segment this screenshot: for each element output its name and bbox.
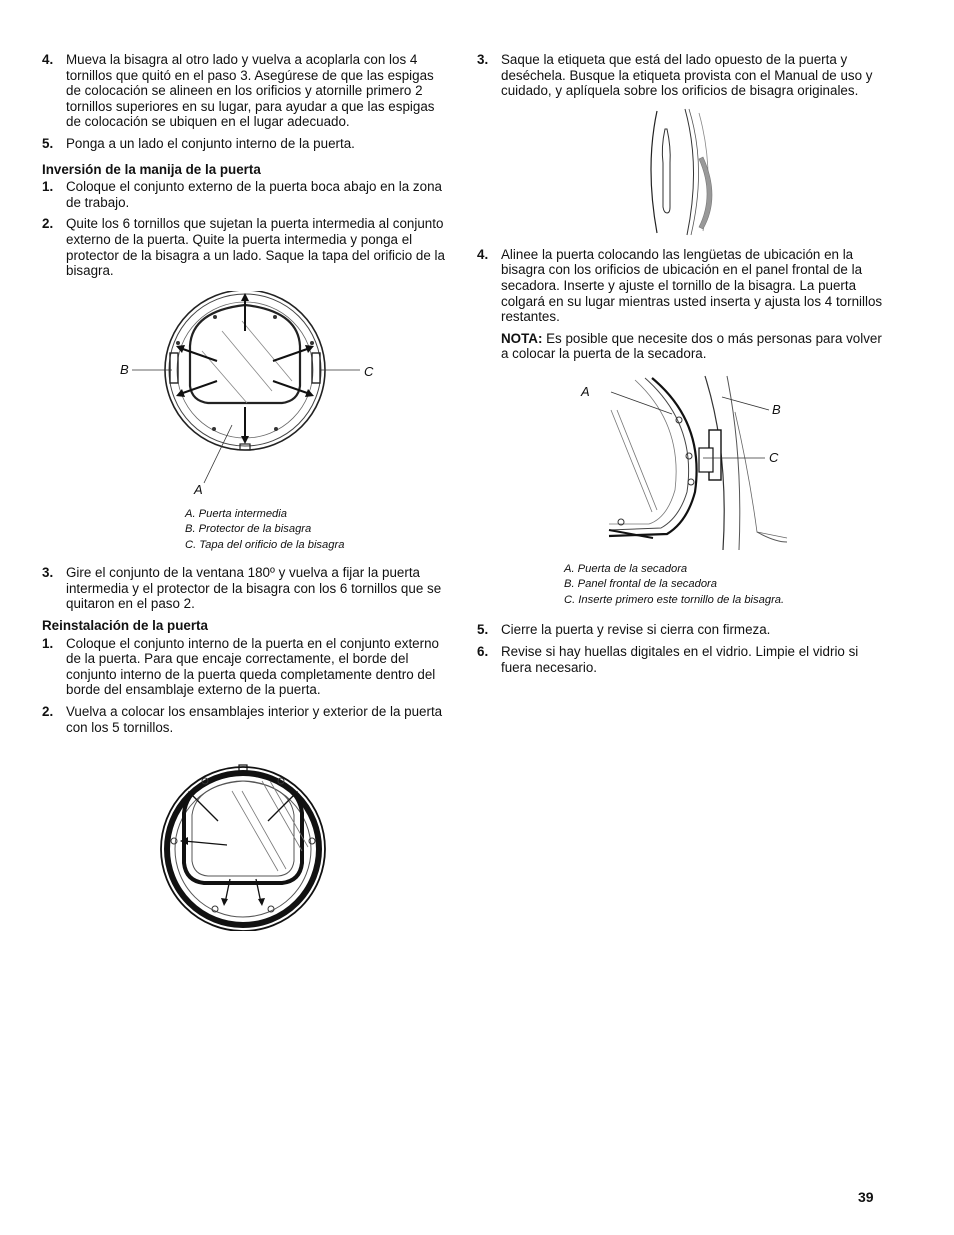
section-heading-handle-reversal: Inversión de la manija de la puerta	[42, 161, 261, 177]
door-reassembly-illustration	[42, 751, 452, 931]
step-text: Mueva la bisagra al otro lado y vuelva a acoplarla con los 4 tornillos que quitó en el paso 3. Asegúrese de que las espigas de colocación se alineen en los orificios y atornille primero 2 tornillos superiores en su lugar, para ayudar a que las espigas de colocación se ubiquen en el lugar adecuado.	[66, 52, 435, 130]
right-step-6	[477, 644, 887, 675]
step-5-set-aside	[42, 136, 452, 152]
figure-inner-door	[42, 291, 452, 507]
figure-door-reassembly	[42, 751, 452, 931]
door-attachment-illustration	[477, 372, 887, 552]
step-text: Cierre la puerta y revise si cierra con firmeza.	[501, 622, 771, 638]
section1-step-3	[42, 565, 452, 612]
step-text: Gire el conjunto de la ventana 180º y vuelva a fijar la puerta intermedia y el protector de la bisagra con los 6 tornillos que se quitaron en el paso 2.	[66, 565, 442, 612]
label-a: A	[194, 481, 203, 497]
step-text: Coloque el conjunto externo de la puerta boca abajo en la zona de trabajo.	[66, 179, 442, 210]
step-4-hinge	[42, 52, 452, 130]
section1-step-2	[42, 216, 452, 278]
step-text: Revise si hay huellas digitales en el vidrio. Limpie el vidrio si fuera necesario.	[501, 644, 859, 675]
right-step-3	[477, 52, 887, 99]
step-text: Vuelva a colocar los ensamblajes interior y exterior de la puerta con los 5 tornillos.	[66, 703, 443, 735]
label-c: C	[364, 363, 374, 379]
section2-step-1	[42, 636, 452, 698]
left-column	[42, 52, 452, 931]
label-a: A	[581, 383, 590, 399]
caption-a: A. Puerta intermedia	[185, 507, 287, 520]
step-number: 5.	[42, 135, 54, 151]
step-text: Ponga a un lado el conjunto interno de la puerta.	[66, 135, 355, 151]
caption-c: C. Inserte primero este tornillo de la bisagra.	[564, 593, 785, 606]
caption-a: A. Puerta de la secadora	[564, 562, 688, 575]
step-number: 1.	[42, 179, 54, 195]
step-number: 2.	[42, 703, 54, 719]
figure-3-captions	[564, 562, 887, 609]
step-number: 4.	[477, 246, 489, 262]
note-label: NOTA:	[501, 330, 543, 346]
section-heading-reinstall-door: Reinstalación de la puerta	[42, 618, 208, 633]
caption-c: C. Tapa del orificio de la bisagra	[185, 538, 345, 551]
note-paragraph	[501, 331, 887, 362]
inner-door-illustration	[42, 291, 452, 507]
step-text: Quite los 6 tornillos que sujetan la puerta intermedia al conjunto externo de la puerta. Quite la puerta intermedia y ponga el protector de la bisagra a un lado. Saque la tapa del orificio de la bisagra.	[66, 216, 445, 279]
step-text: Saque la etiqueta que está del lado opuesto de la puerta y deséchela. Busque la etiqueta provista con el Manual de uso y cuidado, y aplíquela sobre los orificios de bisagra originales.	[501, 52, 873, 99]
step-number: 2.	[42, 216, 54, 232]
step-number: 1.	[42, 635, 54, 651]
step-text: Coloque el conjunto interno de la puerta en el conjunto externo de la puerta. Para que encaje correctamente, el borde del conjunto interno de la puerta queda completamente dentro del borde del ensamblaje externo de la puerta.	[66, 635, 439, 698]
label-b: B	[772, 401, 781, 417]
label-b: B	[120, 361, 129, 377]
step-number: 3.	[477, 52, 489, 67]
step-number: 4.	[42, 52, 54, 67]
right-step-4	[477, 247, 887, 325]
step-text: Alinee la puerta colocando las lengüetas de ubicación en la bisagra con los orificios de ubicación en el panel frontal de la secadora. Inserte y ajuste el tornillo de la bisagra. La puerta colgará en su lugar mientras usted inserta y ajusta los 4 tornillos restantes.	[501, 246, 883, 325]
section2-step-2	[42, 704, 452, 735]
caption-b: B. Protector de la bisagra	[185, 523, 312, 536]
label-c: C	[769, 449, 779, 465]
label-location-illustration	[477, 107, 887, 239]
right-step-5	[477, 622, 887, 638]
figure-1-captions	[185, 507, 452, 554]
figure-label-location	[477, 107, 887, 239]
page-number: 39	[858, 1189, 874, 1205]
caption-b: B. Panel frontal de la secadora	[564, 578, 717, 591]
step-number: 3.	[42, 565, 54, 581]
figure-door-attachment	[477, 372, 887, 552]
section1-step-1	[42, 179, 452, 210]
note-text: Es posible que necesite dos o más personas para volver a colocar la puerta de la secadora.	[501, 330, 882, 362]
step-number: 5.	[477, 622, 489, 638]
language-side-tab	[895, 640, 935, 840]
right-column	[477, 52, 887, 681]
step-number: 6.	[477, 644, 489, 660]
